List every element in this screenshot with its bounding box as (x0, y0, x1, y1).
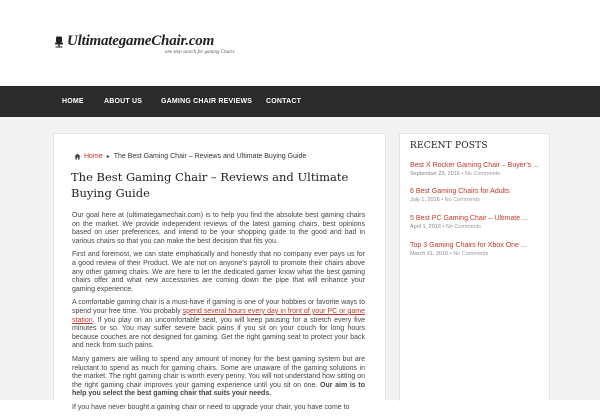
recent-post-item (410, 215, 545, 230)
breadcrumb-current: The Best Gaming Chair – Reviews and Ultimate Buying Guide (113, 153, 307, 160)
article-body (72, 212, 365, 417)
site-tagline: one stop search for gaming Chairs (165, 50, 235, 55)
recent-post-meta: March 31, 2016 • No Comments (410, 251, 489, 257)
article-paragraph: Many gamers are willing to spend any amount of money for the best gaming system but are reluctant to spend as much for gaming chairs. Some are unaware of the gaming solutions in the market. The right gaming chair is worth every penny. You will not understand how sitting on the right gaming chair improves your gaming experience until you sit on one. Our aim is to help you select the best gaming chair that suits your needs. (72, 355, 365, 398)
post-comments-link[interactable]: No Comments (464, 171, 500, 177)
recent-post-link[interactable]: Best X Rocker Gaming Chair – Buyer’s ... (410, 162, 539, 169)
site-header (0, 0, 600, 86)
recent-post-item (410, 242, 545, 257)
recent-post-link[interactable]: 6 Best Gaming Chairs for Adults (410, 188, 510, 195)
page-title: The Best Gaming Chair – Reviews and Ultimate Buying Guide (71, 170, 349, 200)
sidebar (399, 133, 550, 401)
article-paragraph: Our goal here at (ultimategamechair.com) is to help you find the absolute best gaming chairs on the market. We provide independent reviews of the latest gaming chairs, best opinions based on user preferences, and intend to be your shopping guide to the good and bad in various chairs so that you can make the best decision that fits you. (72, 212, 365, 245)
main-navigation (0, 86, 600, 117)
home-icon (74, 153, 81, 160)
post-date: July 1, 2016 (410, 197, 440, 203)
post-date: September 23, 2016 (410, 171, 460, 177)
recent-post-item (410, 188, 545, 203)
nav-item-about-us[interactable]: ABOUT US (104, 98, 143, 105)
post-date: March 31, 2016 (410, 251, 449, 257)
article-paragraph: First and foremost, we can state emphatically and honestly that no company ever pays us for a good review of their Product. We are not on anyone’s payroll to promote their chairs above any other gaming chairs. We are here to let the dedicated gamer know what the best gaming chairs offer and what new accessories are coming down the pipe that will enhance your gaming experience. (72, 251, 365, 293)
recent-post-link[interactable]: Top 3 Gaming Chairs for Xbox One ... (410, 242, 527, 249)
recent-post-meta: April 1, 2016 • No Comments (410, 224, 482, 230)
main-content (53, 133, 386, 411)
post-comments-link[interactable]: No Comments (453, 251, 489, 257)
recent-post-link[interactable]: 5 Best PC Gaming Chair – Ultimate ... (410, 215, 528, 222)
recent-post-meta: September 23, 2016 • No Comments (410, 171, 500, 177)
site-logo-text: UltimategameChair.com (67, 33, 215, 49)
gaming-chair-logo-icon (53, 36, 65, 48)
breadcrumb-home-link[interactable]: Home (84, 153, 103, 160)
nav-item-gaming-chair-reviews[interactable]: GAMING CHAIR REVIEWS (161, 98, 253, 105)
site-logo[interactable] (53, 33, 214, 50)
article-bold-text: Our aim is to help you select the best gaming chair that suits your needs. (72, 381, 365, 398)
post-comments-link[interactable]: No Comments (445, 224, 482, 230)
nav-item-contact[interactable]: CONTACT (266, 98, 302, 105)
article-paragraph: If you have never bought a gaming chair or need to upgrade your chair, you have come to (72, 403, 350, 411)
article-inline-link[interactable]: spend several hours every day in front of your PC or game station (72, 307, 365, 324)
post-date: April 1, 2016 (410, 224, 441, 230)
recent-post-meta: July 1, 2016 • No Comments (410, 197, 480, 203)
article-paragraph: A comfortable gaming chair is a must-have if gaming is one of your hobbies or favorite ways to spend your free time. You probably spend several hours every day in front of your PC or game station. If you play on an uncomfortable seat, you will keep pausing for a stretch every five minutes or so. You may suffer severe back pains if you sit on your couch for long hours because couches are not designed for gaming. Get the right gaming seat to protect your back and neck from such pains. (72, 299, 365, 350)
breadcrumb (74, 153, 306, 160)
sidebar-title: RECENT POSTS (410, 141, 488, 151)
nav-item-home[interactable]: HOME (62, 98, 84, 105)
recent-post-item (410, 162, 545, 177)
post-comments-link[interactable]: No Comments (444, 197, 480, 203)
breadcrumb-separator-icon: ▸ (106, 154, 110, 160)
